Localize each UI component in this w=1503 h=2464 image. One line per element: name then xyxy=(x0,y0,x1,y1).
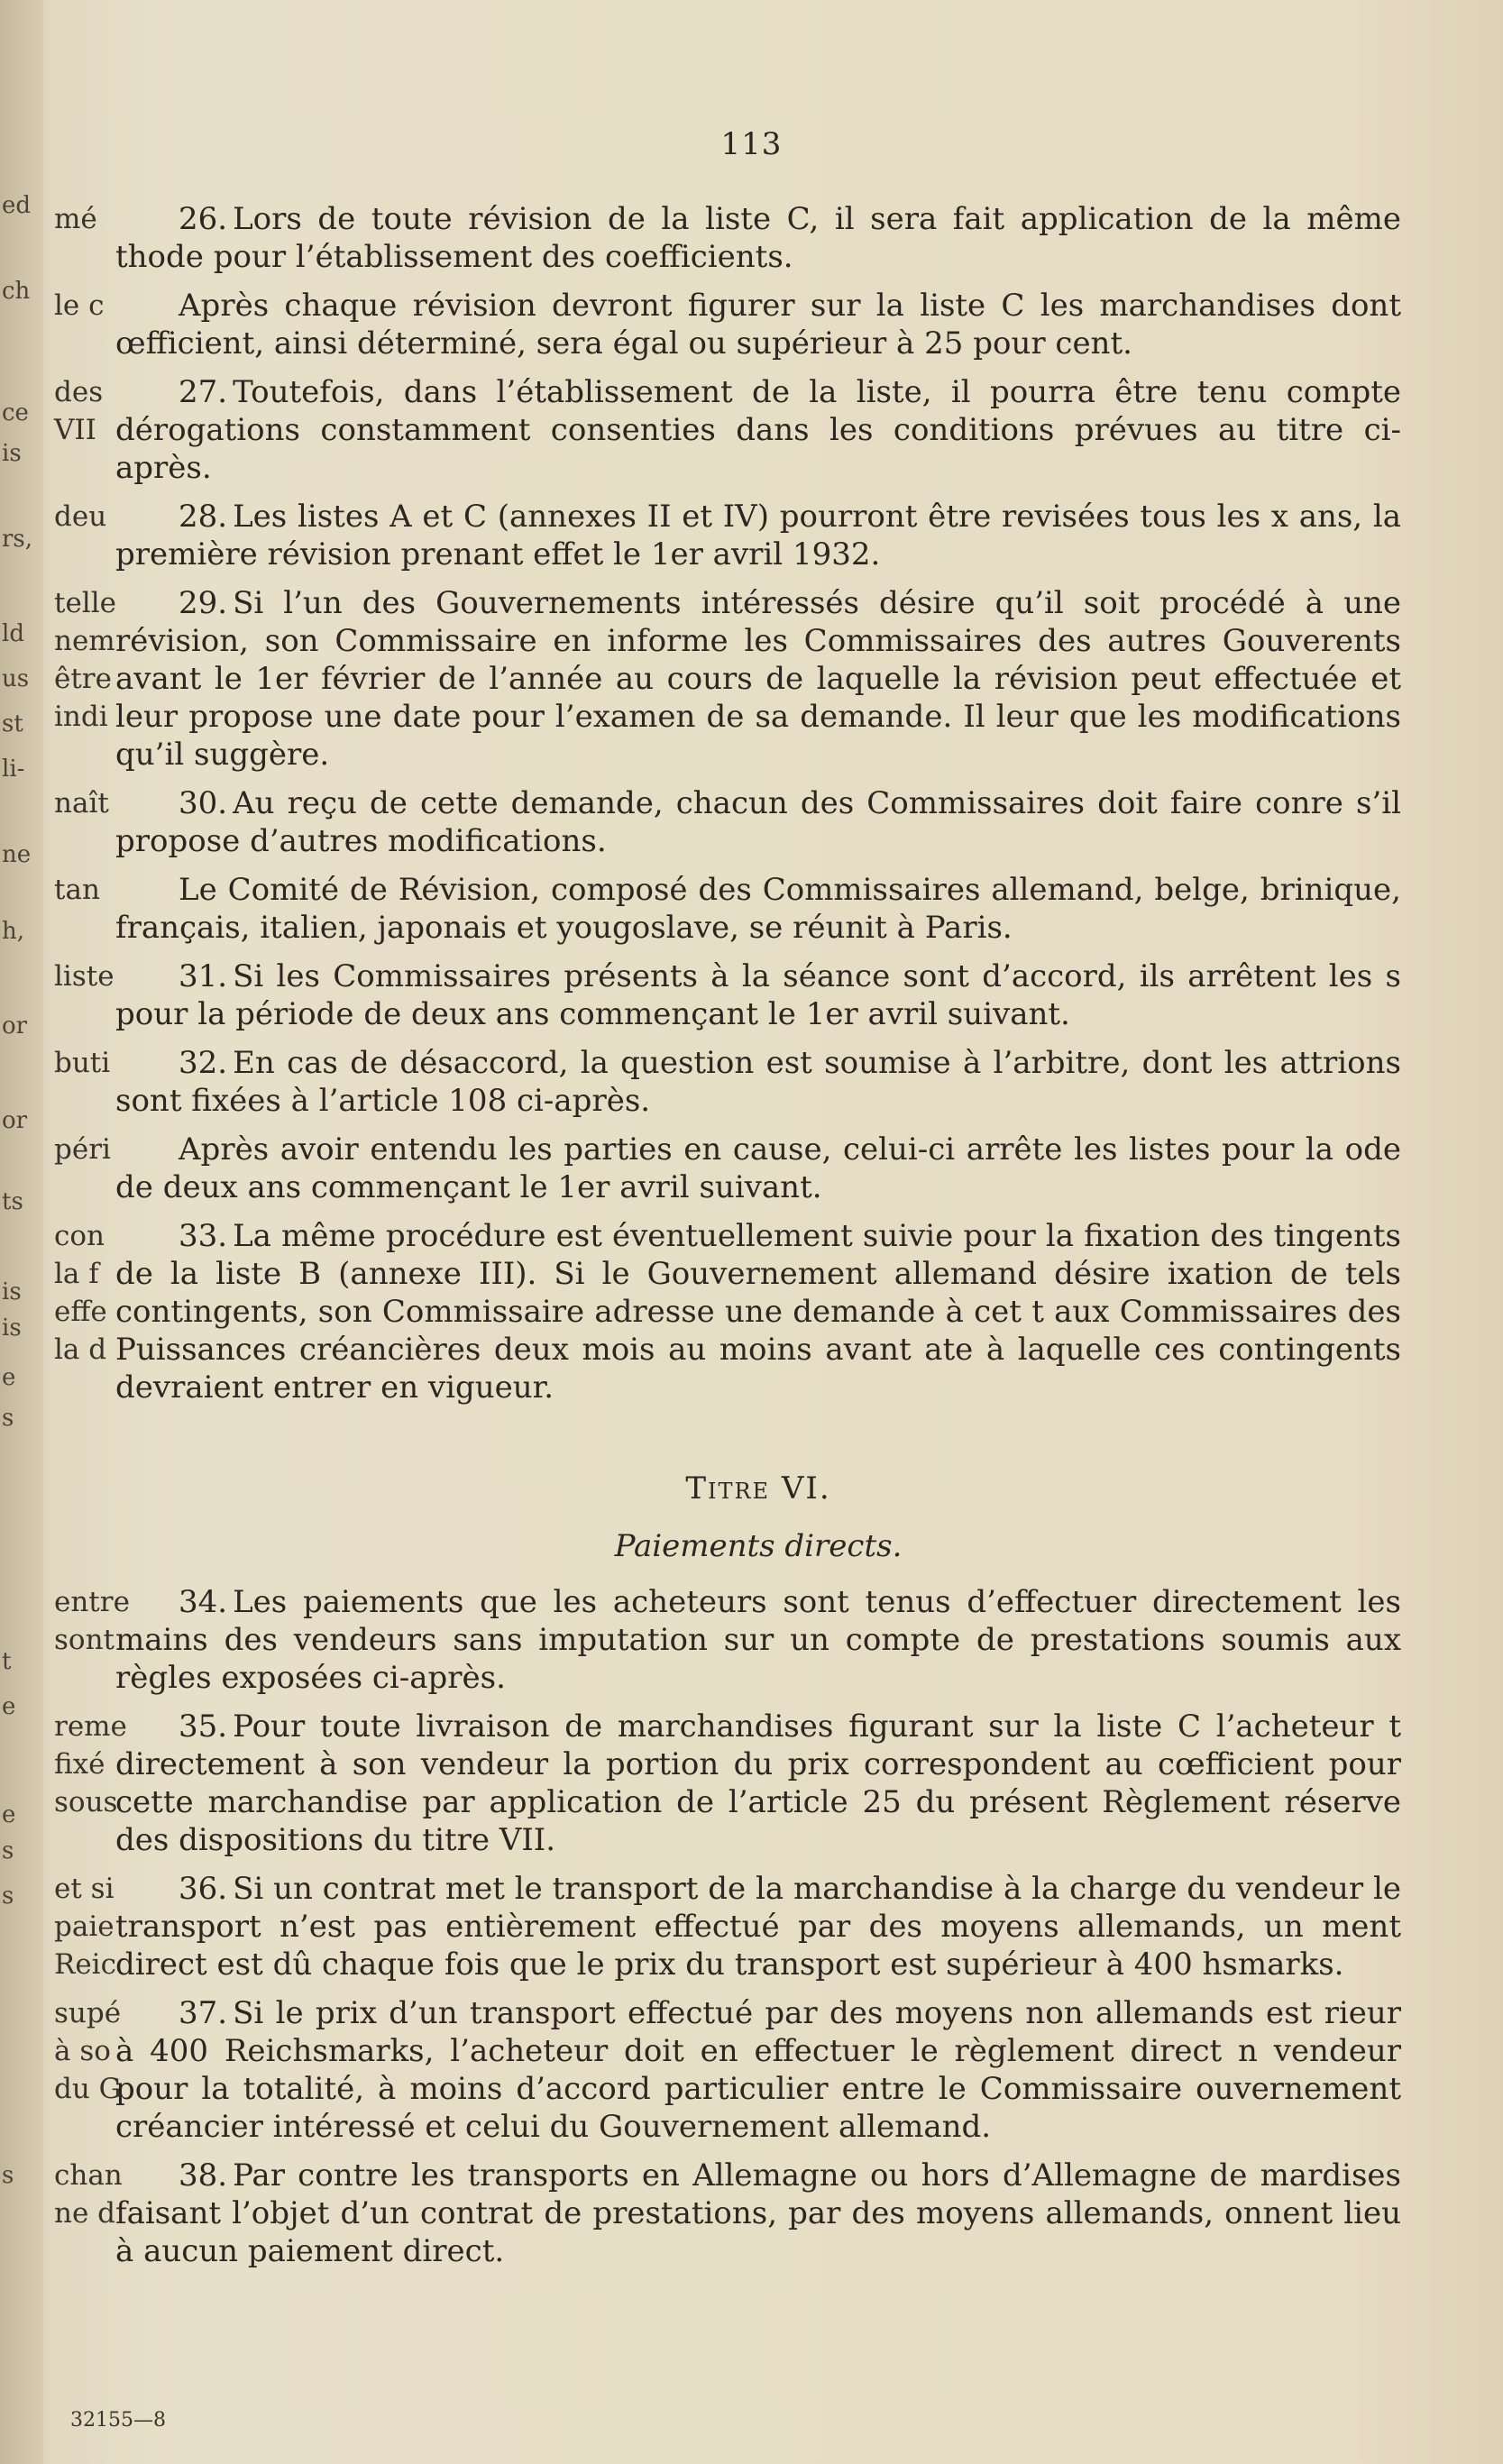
margin-bleed-fragment: ed xyxy=(2,192,32,219)
margin-bleed-fragment: e xyxy=(2,1801,16,1828)
section-articles-26-33 xyxy=(54,200,1401,1406)
margin-bleed-fragment: st xyxy=(2,710,23,737)
paragraph xyxy=(54,1131,1401,1206)
margin-catchwords xyxy=(54,584,116,736)
margin-catchwords xyxy=(54,373,103,449)
margin-bleed-fragment: ne xyxy=(2,841,32,868)
article-number: 26. xyxy=(179,201,228,237)
margin-catchword: chan xyxy=(54,2159,123,2192)
margin-bleed-fragment: h, xyxy=(2,918,25,945)
margin-bleed-fragment: is xyxy=(2,1278,22,1305)
margin-catchword: entre xyxy=(54,1586,130,1618)
margin-bleed-fragment: or xyxy=(2,1012,28,1040)
margin-catchwords xyxy=(54,1583,130,1659)
paragraph xyxy=(54,584,1401,774)
left-margin-bleed xyxy=(0,0,43,2464)
article-number: 35. xyxy=(179,1708,228,1745)
margin-bleed-fragment: e xyxy=(2,1364,16,1391)
paragraph-text: Si un contrat met le transport de la marchandise à la charge du vendeur le transport n’est pas entièrement effectué par des moyens allemands, un ment direct est dû chaque fois que le prix du transport est supérieur à 400 hsmarks. xyxy=(115,1871,1401,1983)
article-number: 27. xyxy=(179,374,228,410)
paragraph-text: Par contre les transports en Allemagne ou hors d’Allemagne de mardises faisant l’objet d’un contrat de prestations, par des moyens allemands, onnent lieu à aucun paiement direct. xyxy=(115,2157,1401,2269)
paragraph-text: Au reçu de cette demande, chacun des Commissaires doit faire conre s’il propose d’autres modifications. xyxy=(115,785,1401,859)
margin-catchword: con xyxy=(54,1220,105,1252)
margin-catchwords xyxy=(54,871,100,909)
titre-heading: Titre VI. xyxy=(685,1470,831,1507)
margin-catchwords xyxy=(54,1708,127,1821)
margin-catchword: péri xyxy=(54,1133,111,1166)
margin-catchword: indi xyxy=(54,701,108,733)
margin-catchwords xyxy=(54,1994,121,2108)
margin-bleed-fragment: is xyxy=(2,1314,22,1342)
margin-bleed-fragment: s xyxy=(2,1837,14,1864)
margin-catchwords xyxy=(54,784,109,822)
article-number: 29. xyxy=(179,585,228,621)
paragraph-text: Pour toute livraison de marchandises figurant sur la liste C l’acheteur t directement à son vendeur la portion du prix correspondent au cœfficient pour cette marchandise par application de l’article 25 du présent Règlement réserve des dispositions du titre VII. xyxy=(115,1708,1401,1858)
margin-bleed-fragment: us xyxy=(2,665,30,692)
paragraph-text: Les listes A et C (annexes II et IV) pourront être revisées tous les x ans, la première révision prenant effet le 1er avril 1932. xyxy=(115,499,1401,572)
margin-catchword: des xyxy=(54,376,104,408)
margin-catchword: deu xyxy=(54,500,107,533)
margin-catchwords xyxy=(54,1870,116,1983)
page-number: 113 xyxy=(720,126,783,162)
article-number: 33. xyxy=(179,1218,228,1254)
paragraph-text: Après chaque révision devront figurer sur la liste C les marchandises dont œfficient, ainsi déterminé, sera égal ou supérieur à 25 pour cent. xyxy=(115,288,1401,362)
paragraph-text: Après avoir entendu les parties en cause, celui-ci arrête les listes pour la ode de deux ans commençant le 1er avril suivant. xyxy=(115,1131,1401,1205)
titre-subtitle: Paiements directs. xyxy=(614,1528,903,1564)
article-number: 32. xyxy=(179,1045,228,1081)
margin-bleed-fragment: t xyxy=(2,1648,12,1675)
article-number: 28. xyxy=(179,499,228,535)
paragraph-text: En cas de désaccord, la question est soumise à l’arbitre, dont les attrions sont fixées à l’article 108 ci-après. xyxy=(115,1045,1401,1119)
margin-catchwords xyxy=(54,200,97,238)
margin-catchword: buti xyxy=(54,1047,111,1079)
paragraph xyxy=(54,1994,1401,2146)
paragraph-text: Si les Commissaires présents à la séance sont d’accord, ils arrêtent les s pour la période de deux ans commençant le 1er avril suivant. xyxy=(115,958,1401,1032)
margin-bleed-fragment: is xyxy=(2,440,22,467)
margin-catchword: du G xyxy=(54,2073,122,2105)
paragraph-text: Lors de toute révision de la liste C, il sera fait application de la même thode pour l’établissement des coefficients. xyxy=(115,201,1401,275)
margin-catchword: liste xyxy=(54,960,115,993)
margin-bleed-fragment: ce xyxy=(2,399,29,426)
paragraph-text: La même procédure est éventuellement suivie pour la fixation des tingents de la liste B (annexe III). Si le Gouvernement allemand désire ixation de tels contingents, son Commissaire adresse une demande à cet t aux Commissaires des Puissances créancières deux mois au moins avant ate à laquelle ces contingents devraient entrer en vigueur. xyxy=(115,1218,1401,1406)
margin-catchwords xyxy=(54,1131,111,1168)
paragraph xyxy=(54,957,1401,1033)
margin-catchword: fixé xyxy=(54,1748,105,1781)
margin-catchwords xyxy=(54,1044,110,1082)
margin-catchword: ne d xyxy=(54,2197,116,2230)
paragraph xyxy=(54,498,1401,573)
paragraph xyxy=(54,1044,1401,1120)
margin-catchword: sont xyxy=(54,1624,115,1656)
paragraph xyxy=(54,200,1401,276)
margin-catchword: VII xyxy=(54,414,96,446)
margin-catchword: la d xyxy=(54,1333,107,1366)
title-block xyxy=(115,1470,1401,1565)
margin-bleed-fragment: ch xyxy=(2,278,31,305)
paragraph xyxy=(54,1870,1401,1983)
paragraph xyxy=(54,1583,1401,1697)
paragraph xyxy=(54,287,1401,362)
margin-catchword: naît xyxy=(54,787,109,820)
margin-catchword: supé xyxy=(54,1997,122,2029)
margin-bleed-fragment: ts xyxy=(2,1188,23,1215)
margin-bleed-fragment: e xyxy=(2,1693,16,1720)
margin-bleed-fragment: s xyxy=(2,1882,14,1910)
margin-catchword: Reic xyxy=(54,1948,116,1981)
margin-catchword: être xyxy=(54,663,112,695)
paragraph xyxy=(54,1708,1401,1859)
margin-bleed-fragment: rs, xyxy=(2,526,33,553)
margin-bleed-fragment: li- xyxy=(2,756,25,783)
margin-catchword: la f xyxy=(54,1258,99,1290)
margin-catchwords xyxy=(54,957,115,995)
paragraph-text: Si le prix d’un transport effectué par des moyens non allemands est rieur à 400 Reichsmarks, l’acheteur doit en effectuer le règlement direct n vendeur pour la totalité, à moins d’accord particulier entre le Commissaire ouvernement créancier intéressé et celui du Gouvernement allemand. xyxy=(115,1995,1401,2145)
margin-bleed-fragment: s xyxy=(2,1405,14,1432)
margin-catchword: tan xyxy=(54,874,100,906)
paragraph-text: Les paiements que les acheteurs sont tenus d’effectuer directement les mains des vendeurs sans imputation sur un compte de prestations soumis aux règles exposées ci-après. xyxy=(115,1584,1401,1696)
printer-signature: 32155—8 xyxy=(70,2409,166,2432)
margin-catchword: reme xyxy=(54,1710,127,1743)
paragraph xyxy=(54,784,1401,860)
section-articles-34-38 xyxy=(54,1583,1401,2270)
paragraph xyxy=(54,1217,1401,1406)
paragraph-text: Toutefois, dans l’établissement de la liste, il pourra être tenu compte dérogations constamment consenties dans les conditions prévues au titre ci-après. xyxy=(115,374,1401,486)
article-number: 36. xyxy=(179,1871,228,1907)
article-number: 37. xyxy=(179,1995,228,2031)
margin-catchwords xyxy=(54,1217,107,1369)
margin-catchword: sous xyxy=(54,1786,118,1818)
margin-catchwords xyxy=(54,2157,123,2232)
margin-catchword: mé xyxy=(54,203,97,235)
margin-catchword: nem xyxy=(54,625,115,657)
article-number: 31. xyxy=(179,958,228,994)
paragraph xyxy=(54,373,1401,487)
paragraph-text: Le Comité de Révision, composé des Commissaires allemand, belge, brinique, français, italien, japonais et yougoslave, se réunit à Paris. xyxy=(115,872,1401,946)
margin-bleed-fragment: or xyxy=(2,1107,28,1134)
article-number: 38. xyxy=(179,2157,228,2194)
margin-catchword: le c xyxy=(54,289,105,322)
margin-catchwords xyxy=(54,287,104,325)
margin-catchword: et si xyxy=(54,1873,115,1905)
margin-catchword: paie xyxy=(54,1910,115,1943)
paragraph xyxy=(54,2157,1401,2270)
paragraph xyxy=(54,871,1401,947)
margin-catchword: telle xyxy=(54,587,116,619)
article-number: 30. xyxy=(179,785,228,821)
document-body xyxy=(54,200,1401,2281)
margin-bleed-fragment: ld xyxy=(2,620,24,647)
margin-catchword: à so xyxy=(54,2035,111,2067)
article-number: 34. xyxy=(179,1584,228,1620)
margin-catchword: effe xyxy=(54,1296,107,1328)
margin-bleed-fragment: s xyxy=(2,2162,14,2189)
margin-catchwords xyxy=(54,498,106,536)
paragraph-text: Si l’un des Gouvernements intéressés désire qu’il soit procédé à une révision, son Commissaire en informe les Commissaires des autres Gouverents avant le 1er février de l’année au cours de laquelle la révision peut effectuée et leur propose une date pour l’examen de sa demande. Il leur que les modifications qu’il suggère. xyxy=(115,585,1401,773)
